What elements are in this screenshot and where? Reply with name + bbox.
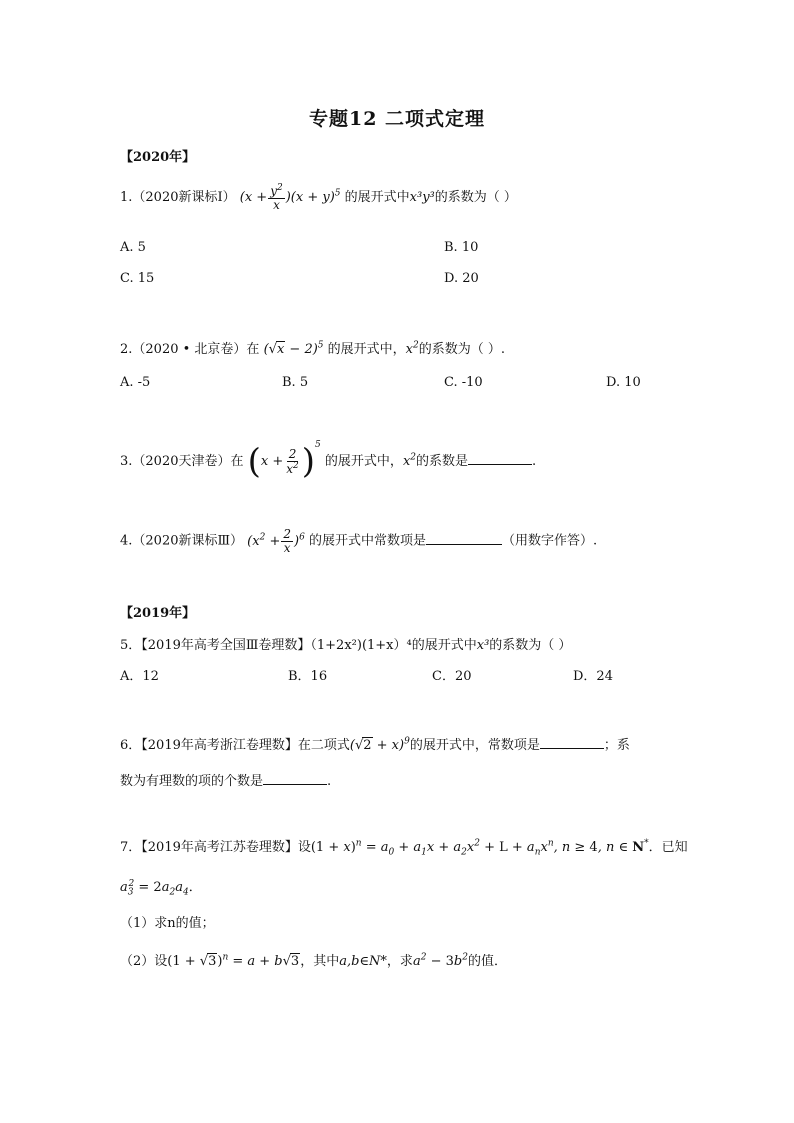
question-3-answer-blank[interactable] <box>468 452 532 465</box>
question-7-part2-formula: $(1 + √3)^n = a + b√3$ <box>167 952 300 969</box>
question-4-prefix: 4.（2020新课标Ⅲ） <box>120 533 244 549</box>
question-1-prefix: 1.（2020新课标Ⅰ） <box>120 190 236 206</box>
page-title: 专题12 二项式定理 <box>308 108 486 130</box>
question-6-end: . <box>327 774 332 789</box>
question-3-formula: (x + $\frac{2}{x^2}$ )$^5$ <box>247 440 321 482</box>
question-2-term: $x^2$ <box>405 340 419 357</box>
question-2-option-d[interactable]: D. 10 <box>606 375 641 390</box>
question-7-part2-expression: $a^2 - 3b^2$ <box>412 952 468 969</box>
question-1-suffix: 的展开式中 <box>344 190 410 206</box>
question-1-option-c[interactable]: C. 15 <box>120 271 155 286</box>
question-6-suffix: 的展开式中，常数项是 <box>409 738 540 753</box>
question-3-end: . <box>532 454 537 469</box>
section-2020-heading: 【2020年】 <box>120 150 196 165</box>
question-3 <box>120 440 537 482</box>
question-1-option-d[interactable]: D. 20 <box>444 271 479 286</box>
question-6-mid: ；系 <box>603 738 630 753</box>
question-2-option-c[interactable]: C. -10 <box>444 375 483 390</box>
question-1 <box>120 184 517 211</box>
question-6-answer-blank-2[interactable] <box>263 772 327 785</box>
question-1-option-a[interactable]: A. 5 <box>120 240 146 255</box>
question-7-formula: $(1 + x)^n = a_0 + a_1x + a_2x^2 + L + a_nx^n$, n ≥ 4, n ∈ N* <box>310 838 649 858</box>
question-5-option-d[interactable]: D．24 <box>573 669 613 684</box>
question-6-prefix: 6．【2019年高考浙江卷理数】在二项式 <box>120 738 350 753</box>
question-4-tail: （用数字作答）. <box>501 533 598 549</box>
question-1-option-b[interactable]: B. 10 <box>444 240 479 255</box>
question-2-option-b[interactable]: B. 5 <box>282 375 309 390</box>
question-5-term: x³ <box>476 638 490 653</box>
question-5-option-a[interactable]: A．12 <box>120 669 159 684</box>
question-4-formula: ($x^2$ + $\frac{2}{x}$ )$^6$ <box>247 527 305 555</box>
question-7-prefix: 7．【2019年高考江苏卷理数】设 <box>120 840 311 855</box>
question-6 <box>120 734 630 753</box>
question-7-tail: ．已知 <box>648 840 688 855</box>
question-3-tail: 的系数是 <box>416 454 469 469</box>
question-7-part-2 <box>120 950 507 969</box>
question-6-line2: 数为有理数的项的个数是 <box>120 774 264 789</box>
question-7-part2-mid: ，其中 <box>300 954 340 969</box>
question-1-formula: (x + $\frac{y^2}{x}$ )$(x + y)^5$ <box>239 183 341 212</box>
question-5-option-c[interactable]: C．20 <box>432 669 472 684</box>
question-5-tail: 的系数为（ ） <box>489 638 572 653</box>
question-7-part2-end: 的值． <box>467 954 507 969</box>
question-6-answer-blank-1[interactable] <box>540 736 604 749</box>
question-7-part2-tail: ，求 <box>386 954 413 969</box>
question-2-suffix: 的展开式中， <box>327 342 406 357</box>
question-7 <box>120 836 688 858</box>
question-4 <box>120 528 597 554</box>
question-1-term: x³y³ <box>409 190 435 206</box>
question-4-suffix: 的展开式中常数项是 <box>308 533 426 549</box>
question-7-part2-prefix: （2）设 <box>120 954 168 969</box>
question-2-option-a[interactable]: A. -5 <box>120 375 151 390</box>
question-7-part2-set: a,b∈N* <box>339 954 387 969</box>
question-3-term: $x^2$ <box>402 452 417 469</box>
question-5-option-b[interactable]: B．16 <box>288 669 328 684</box>
question-6-line-2 <box>120 770 331 789</box>
question-3-suffix: 的展开式中， <box>324 454 403 469</box>
question-7-part-1: （1）求n的值； <box>120 916 215 931</box>
question-7-line2-end: ． <box>188 880 202 895</box>
question-5 <box>120 634 571 653</box>
question-2 <box>120 338 505 357</box>
question-7-condition <box>120 876 202 898</box>
question-2-tail: 的系数为（ ）. <box>418 342 506 357</box>
question-4-answer-blank[interactable] <box>426 532 502 545</box>
question-7-condition-formula: $a_3^2 = 2a_2a_4$ <box>120 878 189 898</box>
question-6-formula: $(√2 + x)^9$ <box>349 736 410 753</box>
question-2-prefix: 2.（2020 • 北京卷）在 <box>120 342 260 357</box>
question-3-prefix: 3.（2020天津卷）在 <box>120 454 244 469</box>
question-1-tail: 的系数为（ ） <box>434 190 517 206</box>
section-2019-heading: 【2019年】 <box>120 606 196 621</box>
question-2-formula: $(√x - 2)^5$ <box>263 340 324 357</box>
question-5-prefix: 5．【2019年高考全国Ⅲ卷理数】（1+2x²)(1+x）⁴的展开式中 <box>120 638 477 653</box>
